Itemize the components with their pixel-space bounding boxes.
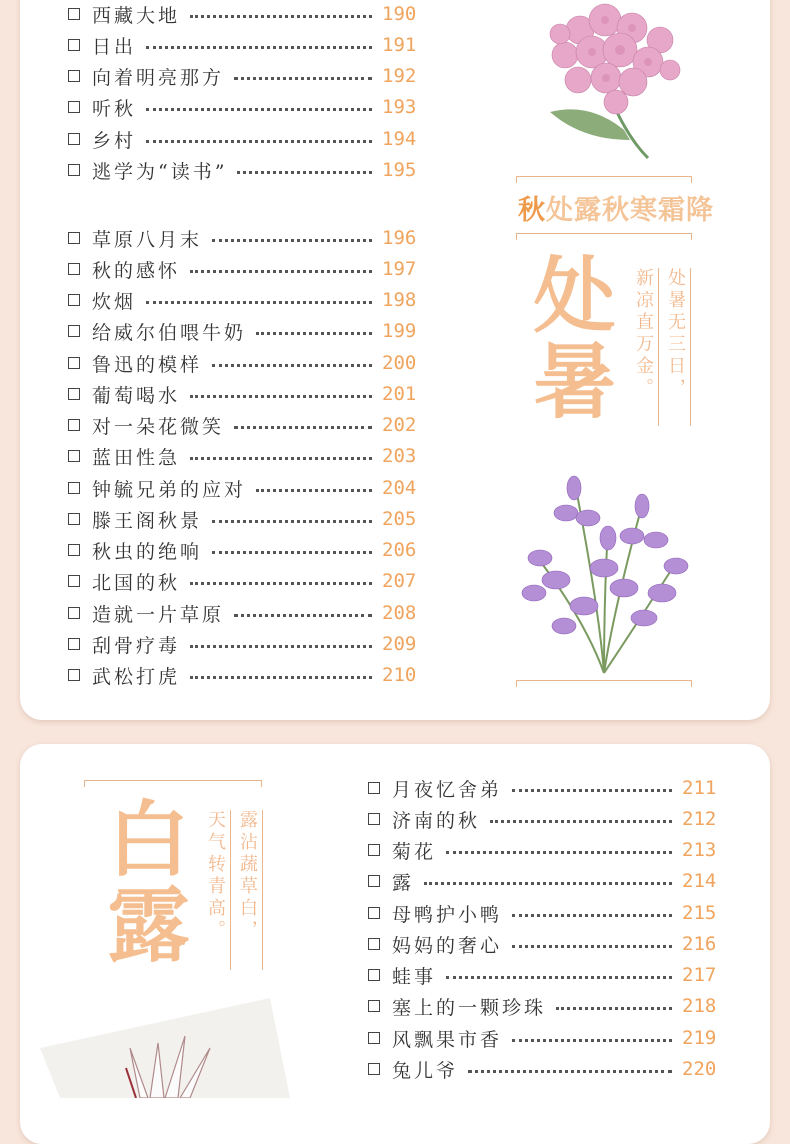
dot-leader [556, 1007, 672, 1010]
toc-item[interactable]: 风飘果市香 219 [368, 1024, 718, 1052]
toc-item[interactable]: 西藏大地 190 [68, 0, 418, 28]
toc-item[interactable]: 听秋 193 [68, 93, 418, 121]
dot-leader [190, 15, 372, 18]
dot-leader [256, 489, 372, 492]
page-number: 209 [382, 633, 417, 655]
checkbox-icon[interactable] [368, 844, 380, 856]
checkbox-icon[interactable] [68, 669, 80, 681]
checkbox-icon[interactable] [68, 638, 80, 650]
toc-item[interactable]: 草原八月末 196 [68, 224, 418, 252]
page-number: 194 [382, 128, 417, 150]
toc-item[interactable]: 露 214 [368, 867, 718, 895]
page-number: 217 [682, 964, 717, 986]
checkbox-icon[interactable] [368, 782, 380, 794]
checkbox-icon[interactable] [68, 450, 80, 462]
page-number: 218 [682, 995, 717, 1017]
page-number: 210 [382, 664, 417, 686]
dot-leader [190, 457, 372, 460]
toc-item[interactable]: 北国的秋 207 [68, 567, 418, 595]
bailu-card [20, 744, 770, 1144]
divider-line [690, 268, 691, 426]
page-number: 193 [382, 96, 417, 118]
dot-leader [190, 582, 372, 585]
toc-item[interactable]: 塞上的一颗珍珠 218 [368, 992, 718, 1020]
dot-leader [490, 820, 672, 823]
page-number: 192 [382, 65, 417, 87]
toc-item[interactable]: 滕王阁秋景 205 [68, 505, 418, 533]
checkbox-icon[interactable] [68, 39, 80, 51]
page-number: 211 [682, 777, 717, 799]
page-number: 205 [382, 508, 417, 530]
dot-leader [190, 645, 372, 648]
toc-item[interactable]: 月夜忆舍弟 211 [368, 774, 718, 802]
checkbox-icon[interactable] [68, 8, 80, 20]
checkbox-icon[interactable] [68, 575, 80, 587]
page-number: 214 [682, 870, 717, 892]
dot-leader [146, 46, 372, 49]
checkbox-icon[interactable] [68, 70, 80, 82]
checkbox-icon[interactable] [368, 813, 380, 825]
dot-leader [512, 945, 672, 948]
toc-item[interactable]: 秋虫的绝响 206 [68, 536, 418, 564]
checkbox-icon[interactable] [68, 232, 80, 244]
checkbox-icon[interactable] [68, 482, 80, 494]
dot-leader [234, 77, 372, 80]
white-flower-illustration [40, 988, 290, 1098]
checkbox-icon[interactable] [368, 875, 380, 887]
checkbox-icon[interactable] [68, 263, 80, 275]
poem-line-2: 天气转青高。 [205, 810, 226, 942]
page-number: 195 [382, 159, 417, 181]
dot-leader [234, 614, 372, 617]
dot-leader [190, 676, 372, 679]
checkbox-icon[interactable] [68, 357, 80, 369]
page-number: 206 [382, 539, 417, 561]
page-number: 216 [682, 933, 717, 955]
solar-term-title: 处暑 [520, 252, 616, 424]
dot-leader [212, 364, 372, 367]
divider-line [658, 268, 659, 426]
checkbox-icon[interactable] [68, 419, 80, 431]
toc-item[interactable]: 钟毓兄弟的应对 204 [68, 474, 418, 502]
checkbox-icon[interactable] [368, 1063, 380, 1075]
dot-leader [234, 426, 372, 429]
checkbox-icon[interactable] [68, 544, 80, 556]
checkbox-icon[interactable] [68, 607, 80, 619]
toc-item[interactable]: 乡村 194 [68, 125, 418, 153]
page-number: 207 [382, 570, 417, 592]
toc-item[interactable]: 秋的感怀 197 [68, 255, 418, 283]
page-number: 220 [682, 1058, 717, 1080]
divider-line [230, 810, 231, 970]
toc-item[interactable]: 向着明亮那方 192 [68, 62, 418, 90]
page-number: 197 [382, 258, 417, 280]
dot-leader [424, 882, 672, 885]
chushu-card [20, 0, 770, 720]
checkbox-icon[interactable] [68, 325, 80, 337]
toc-item[interactable]: 母鸭护小鸭 215 [368, 899, 718, 927]
ornament-bottom [516, 680, 692, 687]
checkbox-icon[interactable] [68, 133, 80, 145]
toc-item[interactable]: 蛙事 217 [368, 961, 718, 989]
page-number: 190 [382, 3, 417, 25]
season-terms: 秋处露秋寒霜降 [518, 195, 714, 226]
checkbox-icon[interactable] [68, 513, 80, 525]
dot-leader [256, 332, 372, 335]
dot-leader [212, 239, 372, 242]
poem-line-1: 处暑无三日， [665, 268, 686, 400]
checkbox-icon[interactable] [68, 164, 80, 176]
toc-item[interactable]: 武松打虎 210 [68, 661, 418, 689]
checkbox-icon[interactable] [368, 1000, 380, 1012]
page-number: 202 [382, 414, 417, 436]
checkbox-icon[interactable] [68, 101, 80, 113]
dot-leader [190, 395, 372, 398]
pink-flower-illustration [520, 0, 700, 170]
toc-item[interactable]: 鲁迅的模样 200 [68, 349, 418, 377]
dot-leader [446, 851, 672, 854]
dot-leader [212, 551, 372, 554]
page-number: 219 [682, 1027, 717, 1049]
toc-item[interactable]: 妈妈的奢心 216 [368, 930, 718, 958]
toc-item[interactable]: 逃学为“读书” 195 [68, 156, 418, 184]
page-number: 212 [682, 808, 717, 830]
toc-item[interactable]: 刮骨疗毒 209 [68, 630, 418, 658]
page-number: 199 [382, 320, 417, 342]
toc-item[interactable]: 日出 191 [68, 31, 418, 59]
toc-item[interactable]: 蓝田性急 203 [68, 442, 418, 470]
dot-leader [190, 270, 372, 273]
page-number: 191 [382, 34, 417, 56]
checkbox-icon[interactable] [368, 907, 380, 919]
checkbox-icon[interactable] [68, 294, 80, 306]
checkbox-icon[interactable] [368, 969, 380, 981]
dot-leader [512, 914, 672, 917]
dot-leader [446, 976, 672, 979]
page-number: 203 [382, 445, 417, 467]
dot-leader [146, 301, 372, 304]
page-number: 198 [382, 289, 417, 311]
ornament-top [516, 176, 692, 183]
toc-item[interactable]: 菊花 213 [368, 836, 718, 864]
page-number: 200 [382, 352, 417, 374]
page-number: 204 [382, 477, 417, 499]
checkbox-icon[interactable] [368, 1032, 380, 1044]
page-number: 208 [382, 602, 417, 624]
page-number: 213 [682, 839, 717, 861]
ornament-bottom [516, 233, 692, 240]
page-number: 215 [682, 902, 717, 924]
toc-item[interactable]: 兔儿爷 220 [368, 1055, 718, 1083]
dot-leader [512, 789, 672, 792]
purple-flower-illustration [504, 458, 704, 678]
solar-term-title: 白露 [94, 796, 190, 968]
page-number: 196 [382, 227, 417, 249]
checkbox-icon[interactable] [368, 938, 380, 950]
toc-item[interactable]: 葡萄喝水 201 [68, 380, 418, 408]
toc-item[interactable]: 造就一片草原 208 [68, 599, 418, 627]
dot-leader [512, 1039, 672, 1042]
toc-item[interactable]: 济南的秋 212 [368, 805, 718, 833]
toc-item[interactable]: 炊烟 198 [68, 286, 418, 314]
poem-line-2: 新凉直万金。 [633, 268, 654, 400]
ornament-top [84, 780, 262, 787]
toc-item[interactable]: 对一朵花微笑 202 [68, 411, 418, 439]
dot-leader [212, 520, 372, 523]
toc-item[interactable]: 给威尔伯喂牛奶 199 [68, 317, 418, 345]
checkbox-icon[interactable] [68, 388, 80, 400]
poem-line-1: 露沾蔬草白， [237, 810, 258, 942]
dot-leader [237, 171, 372, 174]
page-number: 201 [382, 383, 417, 405]
dot-leader [468, 1070, 672, 1073]
divider-line [262, 810, 263, 970]
dot-leader [146, 140, 372, 143]
dot-leader [146, 108, 372, 111]
